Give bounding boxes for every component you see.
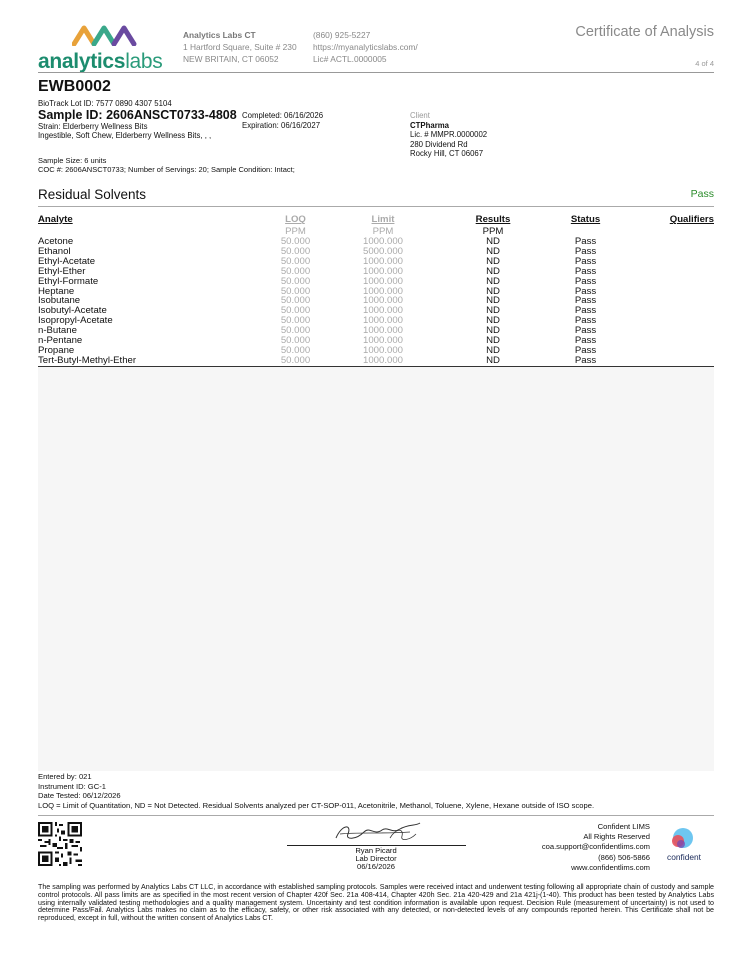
coc-text: COC #: 2606ANSCT0733; Number of Servings: 20; Sample Condition: Intact;	[38, 164, 295, 174]
confident-logo-text: confident	[667, 852, 701, 862]
analyte-name: Acetone	[38, 236, 74, 247]
limit-value: 1000.000	[362, 295, 403, 307]
loq-value: 50.000	[280, 236, 311, 247]
matrix-text: Ingestible, Soft Chew, Elderberry Wellness Bits, , ,	[38, 131, 212, 140]
loq-value: 50.000	[280, 315, 311, 327]
analyte-name: n-Pentane	[38, 335, 83, 347]
col-header-limit: Limit	[371, 214, 395, 225]
lims-email-link[interactable]: coa.support@confidentlims.com	[541, 842, 650, 852]
loq-value: 50.000	[280, 285, 311, 297]
signature-image	[330, 820, 425, 846]
result-value: ND	[486, 325, 500, 337]
result-value: ND	[486, 236, 500, 247]
qr-code-icon[interactable]	[38, 822, 82, 866]
analyte-name: Ethyl-Acetate	[38, 255, 96, 267]
brand-wordmark: analyticslabs	[38, 50, 163, 73]
entered-by: Entered by: 021	[38, 772, 92, 781]
analyte-name: Ethyl-Formate	[38, 275, 99, 287]
qualifier-value	[618, 316, 714, 326]
document-title: Certificate of Analysis	[575, 24, 714, 40]
qualifier-value	[618, 277, 714, 287]
table-row	[38, 356, 714, 366]
loq-value: 50.000	[280, 245, 311, 257]
section-title: Residual Solvents	[38, 187, 147, 202]
completed-date: Completed: 06/16/2026	[242, 111, 324, 120]
sample-strain-block	[38, 122, 211, 140]
analyte-name: Ethanol	[38, 245, 71, 257]
limit-value: 1000.000	[362, 265, 403, 277]
expiration-date: Expiration: 06/16/2027	[242, 121, 321, 130]
limit-value: 1000.000	[333, 356, 433, 366]
qualifier-value	[618, 326, 714, 336]
confident-logo	[660, 827, 708, 865]
lab-name: Analytics Labs CT	[183, 30, 256, 40]
signer-title: Lab Director	[355, 854, 397, 863]
sample-size-block	[38, 157, 295, 174]
residual-solvents-table	[38, 213, 714, 367]
result-value: ND	[486, 335, 500, 347]
result-value: ND	[486, 255, 500, 267]
legend-note: LOQ = Limit of Quantitation, ND = Not Detected. Residual Solvents analyzed per CT-SOP-011, Acetonitrile, Methanol, Toluene, Xylene, Hexane outside of ISO scope.	[38, 800, 595, 810]
lot-id: BioTrack Lot ID: 7577 0890 4307 5104	[38, 99, 172, 108]
loq-value: 50.000	[280, 255, 311, 267]
lims-name: Confident LIMS	[597, 822, 650, 831]
col-header-status: Status	[570, 214, 601, 225]
loq-value: 50.000	[258, 356, 333, 366]
date-tested: Date Tested: 06/12/2026	[38, 791, 121, 801]
logo-mark-icon	[72, 24, 142, 46]
qualifier-value	[618, 296, 714, 306]
result-value: ND	[486, 305, 500, 317]
limit-value: 1000.000	[362, 285, 403, 297]
analyte-name: Isobutane	[38, 295, 81, 307]
footer-divider	[38, 815, 714, 816]
limit-value: 1000.000	[362, 236, 403, 247]
section-status-badge: Pass	[690, 188, 714, 200]
qualifier-value	[618, 257, 714, 267]
status-value: Pass	[574, 335, 597, 347]
lab-website-link[interactable]: https://myanalyticslabs.com/	[313, 42, 418, 52]
confident-logo-icon	[670, 827, 694, 851]
limit-value: 1000.000	[362, 255, 403, 267]
section-divider	[38, 206, 714, 207]
analyte-name: Heptane	[38, 285, 75, 297]
status-value: Pass	[574, 315, 597, 327]
lab-address-line2: NEW BRITAIN, CT 06052	[183, 54, 279, 64]
dates-block	[242, 111, 323, 131]
lab-address-block	[183, 29, 297, 65]
unit-cell: PPM	[482, 226, 504, 237]
analyte-name: Ethyl-Ether	[38, 265, 86, 277]
result-value: ND	[486, 344, 500, 356]
batch-id: EWB0002	[38, 78, 111, 95]
analyte-name: Isobutyl-Acetate	[38, 305, 107, 317]
qualifier-value	[618, 306, 714, 316]
page-number: 4 of 4	[695, 59, 714, 68]
status-value: Pass	[574, 236, 597, 247]
test-notes	[38, 772, 594, 810]
result-value: ND	[486, 295, 500, 307]
lab-address-line1: 1 Hartford Square, Suite # 230	[183, 42, 297, 52]
loq-value: 50.000	[280, 295, 311, 307]
client-license: Lic. # MMPR.0000002	[410, 130, 488, 139]
result-value: ND	[486, 245, 500, 257]
limit-value: 1000.000	[362, 305, 403, 317]
status-value: Pass	[574, 245, 597, 257]
loq-value: 50.000	[280, 344, 311, 356]
loq-value: 50.000	[280, 305, 311, 317]
lab-license: Lic# ACTL.0000005	[313, 54, 387, 64]
strain-text: Strain: Elderberry Wellness Bits	[38, 122, 148, 131]
client-street: 280 Dividend Rd	[410, 139, 468, 149]
result-value: ND	[486, 265, 500, 277]
blank-content-area	[38, 366, 714, 771]
analyte-name: Propane	[38, 344, 75, 356]
table-header-row	[38, 213, 714, 226]
status-value: Pass	[574, 305, 597, 317]
status-value: Pass	[574, 255, 597, 267]
status-value: Pass	[574, 295, 597, 307]
lims-website-link[interactable]: www.confidentlims.com	[571, 862, 650, 872]
loq-value: 50.000	[280, 265, 311, 277]
col-header-analyte: Analyte	[38, 214, 73, 225]
client-name: CTPharma	[410, 120, 449, 130]
legal-disclaimer: The sampling was performed by Analytics Labs CT LLC, in accordance with established sampling protocols. Samples were received intact and underwent testing following all appropriate chain of custody and sample control protocols. All pass limits are as specified in the most recent version of Chapter 420f Sec. 21a 408-414, Chapter 420h Sec. 21a 420-429 and 21a 421j-(1-40). This product has been tested by Analytics Labs using internally validated testing methodologies and a quality management system. Uncertainty and test condition information is available upon request. Decision Rule (measurement of uncertainty) is not used to determine Pass/Fail. Analytics Labs makes no claim as to the efficacy, safety, or other risk associated with any detected, or non-detected levels of any compounds reported herein. This Certificate shall not be reproduced, except in full, without the written consent of Analytics Labs CT.	[38, 883, 714, 923]
qualifier-value	[618, 287, 714, 297]
signer-block	[326, 847, 426, 871]
col-header-loq: LOQ	[285, 214, 306, 225]
qualifier-value	[618, 356, 714, 366]
qualifier-value	[618, 247, 714, 257]
header-divider	[38, 72, 714, 73]
client-label: Client	[410, 111, 430, 120]
result-value: ND	[486, 315, 500, 327]
status-value: Pass	[574, 285, 597, 297]
qualifier-value	[618, 237, 714, 247]
limit-value: 1000.000	[362, 315, 403, 327]
result-value: ND	[433, 356, 553, 366]
loq-value: 50.000	[280, 335, 311, 347]
client-city: Rocky Hill, CT 06067	[410, 149, 484, 158]
limit-value: 1000.000	[362, 325, 403, 337]
sample-size: Sample Size: 6 units	[38, 156, 107, 165]
analyte-name: Isopropyl-Acetate	[38, 315, 113, 327]
col-header-qualifiers: Qualifiers	[669, 214, 714, 225]
col-header-results: Results	[475, 214, 511, 225]
lims-phone: (866) 506-5866	[598, 852, 650, 862]
status-value: Pass	[574, 325, 597, 337]
lims-rights: All Rights Reserved	[583, 832, 650, 842]
result-value: ND	[486, 275, 500, 287]
signer-name: Ryan Picard	[355, 846, 397, 855]
signer-date: 06/16/2026	[356, 862, 395, 871]
result-value: ND	[486, 285, 500, 297]
status-value: Pass	[574, 344, 597, 356]
qualifier-value	[618, 267, 714, 277]
status-value: Pass	[553, 356, 618, 366]
loq-value: 50.000	[280, 325, 311, 337]
limit-value: 1000.000	[362, 335, 403, 347]
analyte-name: Tert-Butyl-Methyl-Ether	[38, 356, 258, 366]
limit-value: 1000.000	[362, 344, 403, 356]
unit-cell	[618, 226, 714, 237]
unit-cell: PPM	[372, 226, 394, 237]
analytics-labs-logo	[38, 24, 168, 72]
qualifier-value	[618, 336, 714, 346]
loq-value: 50.000	[280, 275, 311, 287]
sample-id: Sample ID: 2606ANSCT0733-4808	[38, 108, 237, 122]
lab-contact-block	[313, 29, 418, 65]
qualifier-value	[618, 346, 714, 356]
lab-phone: (860) 925-5227	[313, 30, 371, 40]
instrument-id: Instrument ID: GC-1	[38, 781, 106, 791]
status-value: Pass	[574, 275, 597, 287]
unit-cell: PPM	[285, 226, 306, 237]
analyte-name: n-Butane	[38, 325, 77, 337]
limit-value: 1000.000	[362, 275, 403, 287]
limit-value: 5000.000	[362, 245, 403, 257]
client-block	[410, 111, 487, 159]
lims-contact-block	[542, 822, 650, 873]
status-value: Pass	[574, 265, 597, 277]
